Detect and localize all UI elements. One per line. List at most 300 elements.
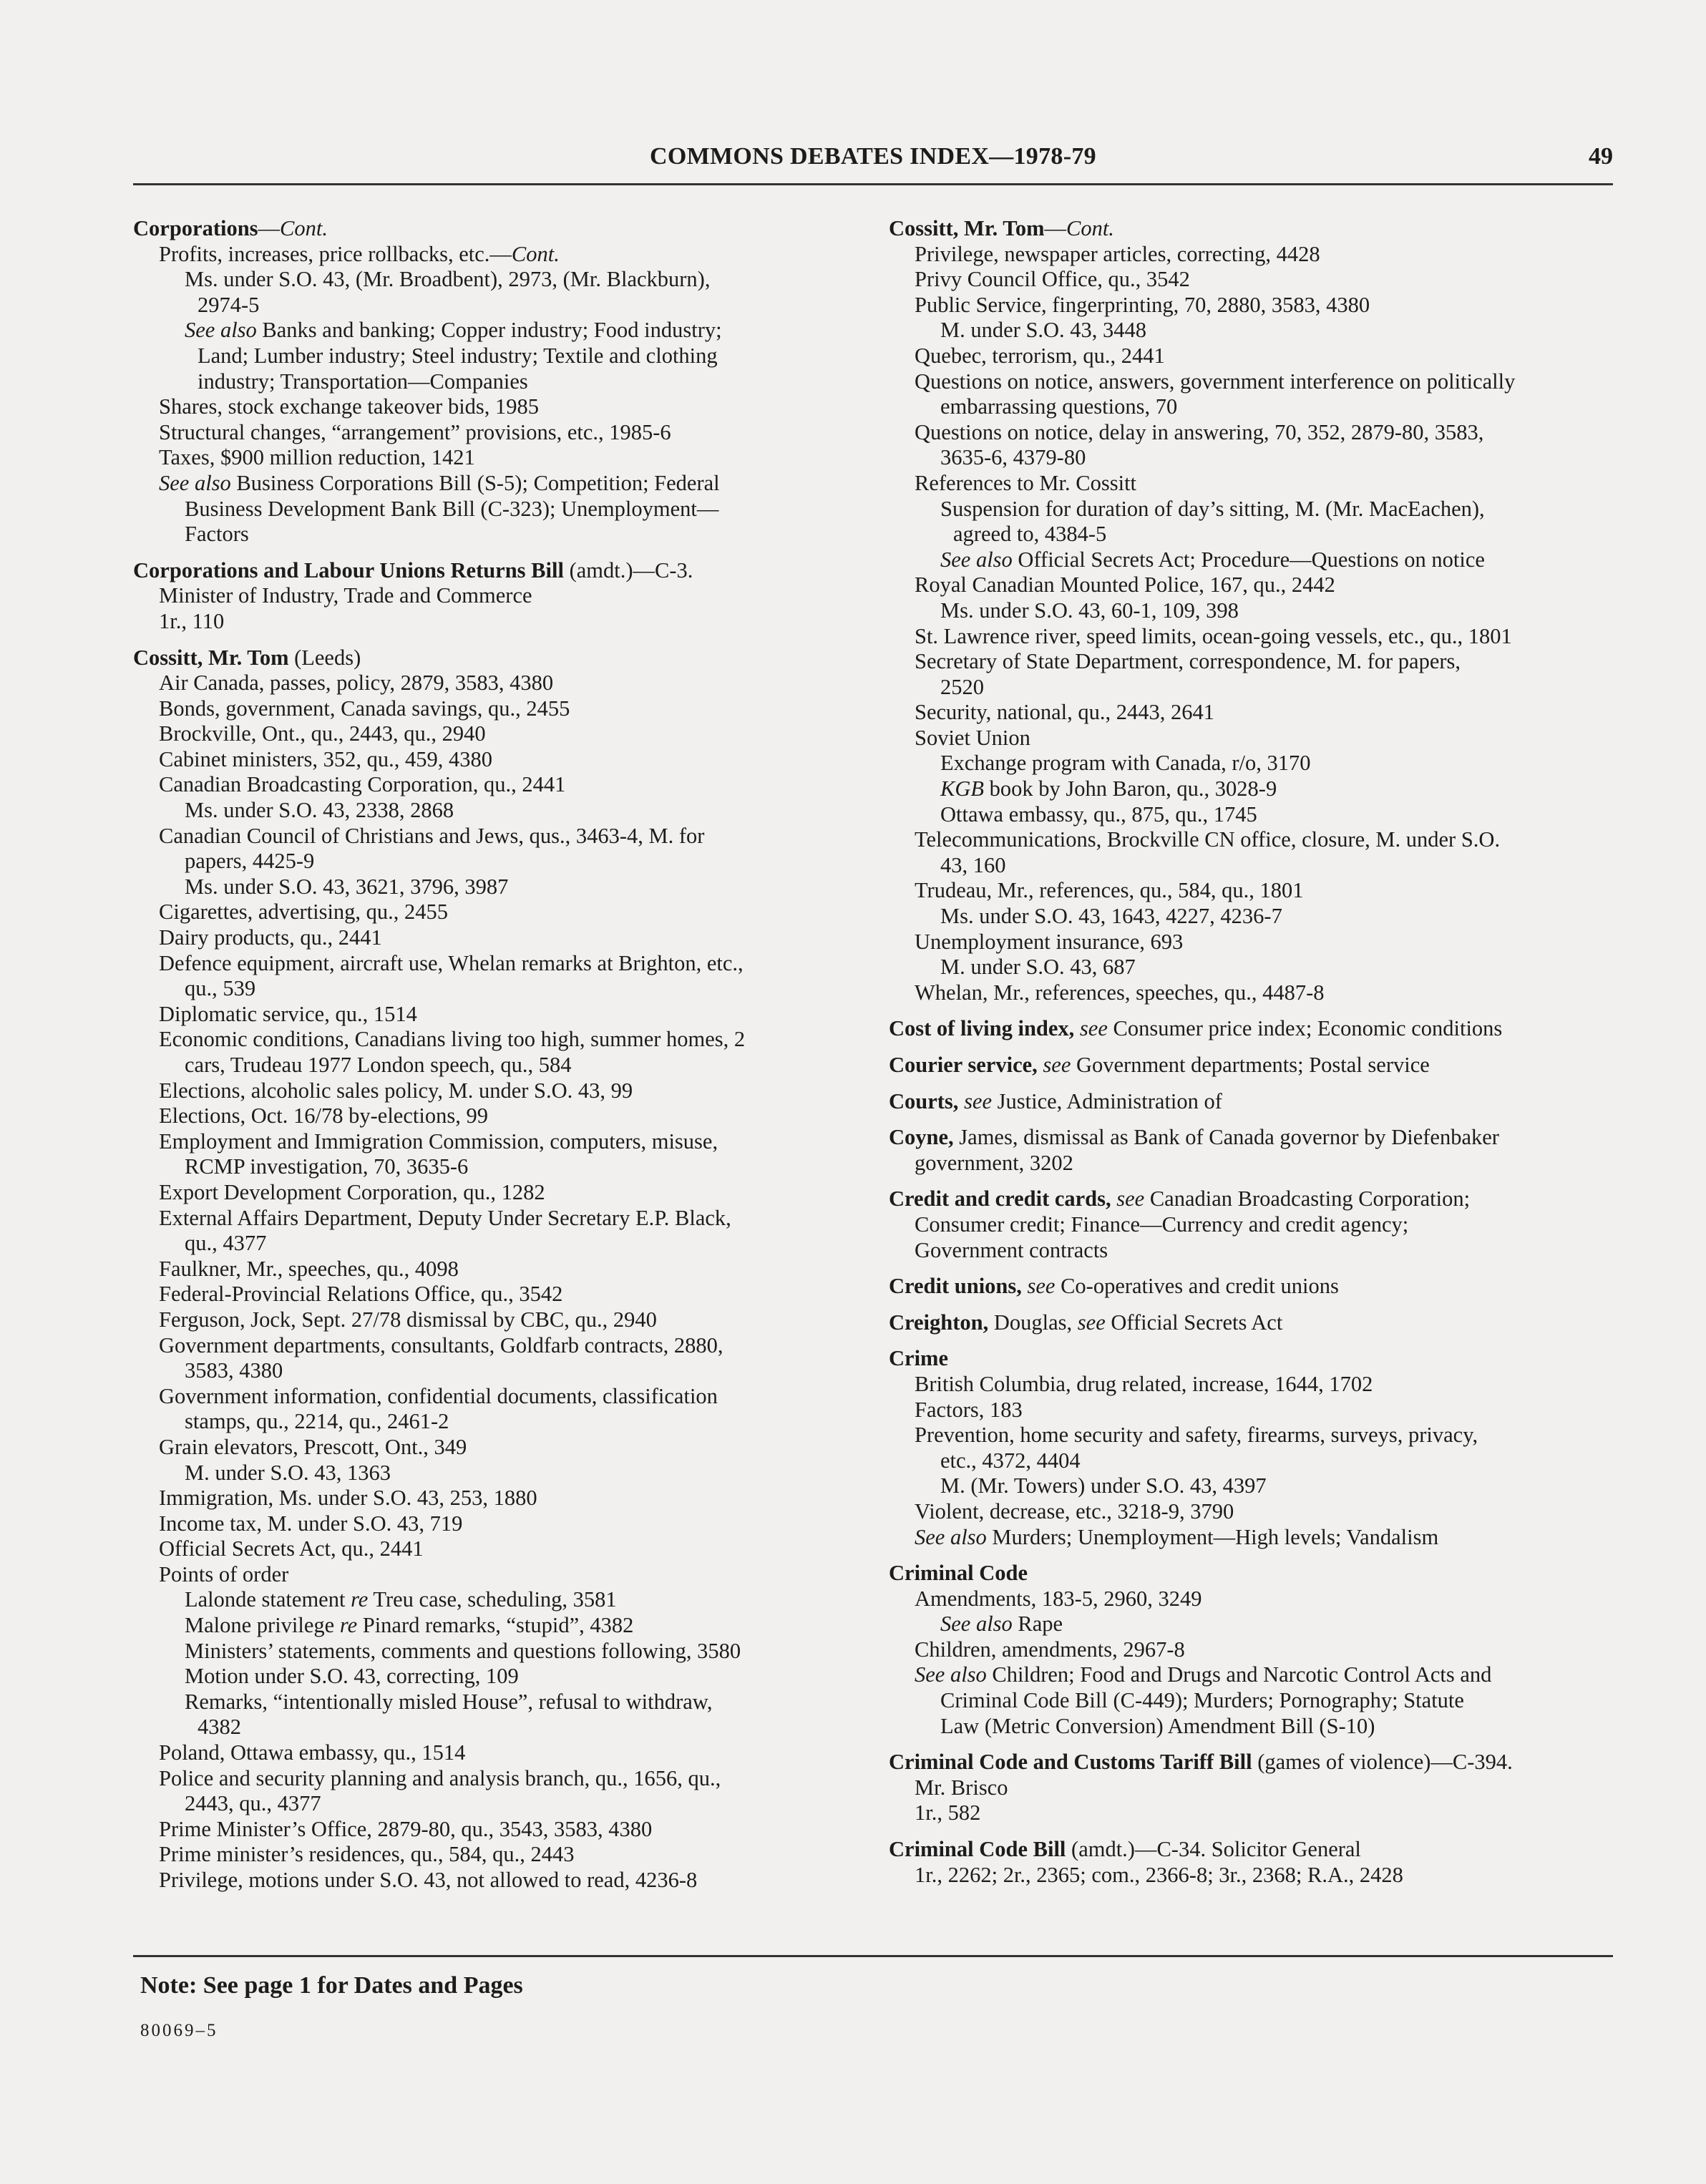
index-text: Privilege, motions under S.O. 43, not allowed to read, 4236-8 <box>159 1868 698 1892</box>
index-text: Ms. under S.O. 43, (Mr. Broadbent), 2973, (Mr. Blackburn), <box>185 267 711 292</box>
index-text: Violent, decrease, etc., 3218-9, 3790 <box>915 1498 1234 1524</box>
index-text: Cost of living index, <box>889 1016 1075 1041</box>
index-text: stamps, qu., 2214, qu., 2461-2 <box>185 1409 449 1434</box>
index-subentry <box>133 1282 849 1307</box>
index-subentry <box>889 827 1612 853</box>
index-text: Cossitt, Mr. Tom <box>133 645 289 670</box>
index-subentry <box>889 445 1612 471</box>
index-subentry <box>889 471 1612 497</box>
index-subentry <box>889 1423 1612 1448</box>
index-text: M. (Mr. Towers) under S.O. 43, 4397 <box>940 1473 1267 1498</box>
footer-note: Note: See page 1 for Dates and Pages <box>140 1972 523 1999</box>
index-text: Co-operatives and credit unions <box>1055 1274 1339 1299</box>
index-text: — <box>1044 216 1066 240</box>
index-subentry <box>133 1409 849 1435</box>
index-subentry <box>133 1103 849 1129</box>
index-subentry <box>889 1499 1612 1525</box>
index-text: M. under S.O. 43, 1363 <box>185 1460 391 1485</box>
index-subentry <box>889 318 1612 343</box>
entry-spacer <box>133 635 849 645</box>
index-text: Structural changes, “arrangement” provisions, etc., 1985-6 <box>159 419 671 444</box>
index-text: Business Development Bank Bill (C-323); Unemployment— <box>185 496 719 521</box>
index-text: Quebec, terrorism, qu., 2441 <box>915 343 1165 368</box>
index-subentry <box>133 772 849 798</box>
index-text: Official Secrets Act, qu., 2441 <box>159 1536 424 1561</box>
index-text: Security, national, qu., 2443, 2641 <box>915 700 1215 725</box>
index-text: Cossitt, Mr. Tom <box>889 216 1045 240</box>
footer-divider <box>133 1955 1613 1957</box>
index-subentry <box>889 1212 1612 1238</box>
index-text: see <box>964 1088 993 1113</box>
index-subentry <box>133 824 849 849</box>
index-heading <box>889 1310 1612 1336</box>
index-subentry <box>133 1307 849 1333</box>
index-subentry <box>133 1002 849 1028</box>
index-subentry <box>133 318 849 343</box>
index-text: St. Lawrence river, speed limits, ocean-going vessels, etc., qu., 1801 <box>915 623 1512 648</box>
index-subentry <box>889 1688 1612 1714</box>
index-text: M. under S.O. 43, 687 <box>940 955 1136 980</box>
index-text: Criminal Code Bill (C-449); Murders; Pornography; Statute <box>940 1688 1464 1713</box>
index-text: Justice, Administration of <box>992 1088 1222 1113</box>
index-subentry <box>889 853 1612 879</box>
index-subentry <box>889 700 1612 726</box>
index-text: Courts, <box>889 1088 959 1113</box>
entry-spacer <box>889 1176 1612 1186</box>
index-heading <box>889 1053 1612 1078</box>
index-text: cars, Trudeau 1977 London speech, qu., 584 <box>185 1053 572 1077</box>
index-subentry <box>133 1384 849 1410</box>
index-text: embarrassing questions, 70 <box>940 394 1178 419</box>
index-subentry <box>133 267 849 293</box>
index-text: Ferguson, Jock, Sept. 27/78 dismissal by CBC, qu., 2940 <box>159 1307 657 1332</box>
index-text: Defence equipment, aircraft use, Whelan remarks at Brighton, etc., <box>159 950 744 975</box>
index-text: M. under S.O. 43, 3448 <box>940 318 1147 343</box>
index-heading <box>889 1346 1612 1372</box>
index-subentry <box>889 369 1612 395</box>
index-text: Douglas, <box>988 1310 1078 1335</box>
index-subentry <box>133 1613 849 1639</box>
index-text: James, dismissal as Bank of Canada governor by Diefenbaker <box>953 1125 1499 1150</box>
index-text: re <box>351 1587 369 1612</box>
index-subentry <box>133 671 849 696</box>
index-text: 3635-6, 4379-80 <box>940 445 1086 470</box>
index-heading <box>133 645 849 671</box>
index-subentry <box>889 293 1612 318</box>
index-text: agreed to, 4384-5 <box>953 522 1107 547</box>
index-subentry <box>889 751 1612 776</box>
index-subentry <box>889 955 1612 980</box>
index-text: Bonds, government, Canada savings, qu., 2455 <box>159 696 570 721</box>
index-text: Criminal Code Bill <box>889 1837 1066 1862</box>
index-text: Elections, Oct. 16/78 by-elections, 99 <box>159 1103 488 1128</box>
index-text: Factors <box>185 522 249 547</box>
index-text: Privy Council Office, qu., 3542 <box>915 267 1190 292</box>
index-text: Government information, confidential documents, classification <box>159 1383 718 1408</box>
index-text: Federal-Provincial Relations Office, qu., 3542 <box>159 1282 563 1307</box>
index-text: Canadian Council of Christians and Jews, qus., 3463-4, M. for <box>159 823 705 848</box>
index-text: qu., 4377 <box>185 1231 267 1256</box>
index-heading <box>889 1016 1612 1042</box>
index-text: Lalonde statement <box>185 1587 351 1612</box>
index-text: Official Secrets Act <box>1105 1310 1283 1335</box>
index-text: Cont. <box>1066 216 1114 240</box>
index-text: Diplomatic service, qu., 1514 <box>159 1001 417 1026</box>
index-text: (Leeds) <box>288 645 361 670</box>
index-subentry <box>889 420 1612 446</box>
index-subentry <box>133 1639 849 1664</box>
index-subentry <box>889 394 1612 420</box>
index-text: Corporations <box>133 216 258 240</box>
index-text: Telecommunications, Brockville CN office, closure, M. under S.O. <box>915 827 1501 852</box>
index-text: Cabinet ministers, 352, qu., 459, 4380 <box>159 746 492 771</box>
index-text: Government departments, consultants, Goldfarb contracts, 2880, <box>159 1332 723 1357</box>
index-subentry <box>133 583 849 609</box>
index-text: Minister of Industry, Trade and Commerce <box>159 583 532 608</box>
index-text: Land; Lumber industry; Steel industry; Textile and clothing <box>198 343 718 368</box>
index-subentry <box>889 1448 1612 1474</box>
index-subentry <box>889 675 1612 701</box>
index-text: see <box>1077 1310 1106 1335</box>
page-title: COMMONS DEBATES INDEX—1978-79 <box>650 143 1096 170</box>
index-text: Employment and Immigration Commission, computers, misuse, <box>159 1128 718 1154</box>
index-text: Police and security planning and analysis branch, qu., 1656, qu., <box>159 1765 721 1790</box>
index-heading <box>889 1837 1612 1863</box>
index-text: See also <box>159 470 231 495</box>
index-subentry <box>133 343 849 369</box>
index-subentry <box>133 1333 849 1359</box>
index-subentry <box>889 343 1612 369</box>
index-subentry <box>133 798 849 824</box>
index-text: Pinard remarks, “stupid”, 4382 <box>357 1613 634 1638</box>
index-subentry <box>889 522 1612 547</box>
index-subentry <box>133 1562 849 1588</box>
index-subentry <box>133 1154 849 1180</box>
index-subentry <box>889 547 1612 573</box>
index-text: Grain elevators, Prescott, Ont., 349 <box>159 1434 467 1459</box>
index-text: see <box>1079 1016 1108 1041</box>
index-subentry <box>889 1372 1612 1398</box>
index-text: Income tax, M. under S.O. 43, 719 <box>159 1511 463 1536</box>
index-text: (amdt.)—C-34. Solicitor General <box>1066 1837 1361 1862</box>
entry-spacer <box>133 547 849 558</box>
print-code: 80069–5 <box>140 2021 218 2040</box>
index-text <box>1022 1274 1028 1298</box>
index-subentry <box>133 445 849 471</box>
index-text: see <box>1027 1274 1056 1299</box>
index-text: Malone privilege <box>185 1613 340 1638</box>
entry-spacer <box>889 1739 1612 1750</box>
index-subentry <box>133 1766 849 1792</box>
index-text: Corporations and Labour Unions Returns Bill <box>133 557 564 582</box>
index-subentry <box>889 904 1612 930</box>
index-text: Ottawa embassy, qu., 875, qu., 1745 <box>940 801 1257 827</box>
entry-spacer <box>889 1826 1612 1837</box>
entry-spacer <box>889 1335 1612 1346</box>
index-text: Treu case, scheduling, 3581 <box>368 1587 617 1612</box>
index-text: Questions on notice, answers, government interference on politically <box>915 369 1516 394</box>
index-text: qu., 539 <box>185 976 256 1001</box>
index-subentry <box>133 522 849 547</box>
index-text: — <box>258 216 281 240</box>
index-text: Motion under S.O. 43, correcting, 109 <box>185 1664 519 1689</box>
index-subentry <box>889 980 1612 1006</box>
index-text: Prevention, home security and safety, firearms, surveys, privacy, <box>915 1423 1478 1448</box>
index-text: Immigration, Ms. under S.O. 43, 253, 1880 <box>159 1486 537 1511</box>
index-text <box>958 1089 964 1113</box>
index-text: Consumer credit; Finance—Currency and credit agency; <box>915 1212 1409 1237</box>
index-subentry <box>133 1511 849 1537</box>
index-text: see <box>1043 1053 1071 1077</box>
index-subentry <box>133 1842 849 1868</box>
entry-spacer <box>889 1300 1612 1310</box>
index-text: Criminal Code <box>889 1561 1028 1586</box>
index-text: Ms. under S.O. 43, 1643, 4227, 4236-7 <box>940 904 1282 929</box>
index-subentry <box>889 1238 1612 1264</box>
index-subentry <box>889 1714 1612 1740</box>
index-text: Government departments; Postal service <box>1071 1053 1430 1077</box>
index-subentry <box>889 1151 1612 1176</box>
index-text: See also <box>940 1612 1013 1637</box>
index-subentry <box>133 747 849 773</box>
index-text: Economic conditions, Canadians living too high, summer homes, 2 <box>159 1027 746 1052</box>
index-text: (games of violence)—C-394. <box>1252 1750 1513 1775</box>
index-text: 1r., 110 <box>159 608 225 633</box>
index-subentry <box>889 1398 1612 1423</box>
index-subentry <box>889 1637 1612 1663</box>
index-text: Royal Canadian Mounted Police, 167, qu., 2442 <box>915 572 1335 598</box>
index-text: Cigarettes, advertising, qu., 2455 <box>159 900 449 925</box>
index-text: industry; Transportation—Companies <box>198 369 528 394</box>
index-subentry <box>889 242 1612 268</box>
index-text: papers, 4425-9 <box>185 849 315 874</box>
index-text: Ms. under S.O. 43, 3621, 3796, 3987 <box>185 874 509 899</box>
index-subentry <box>889 267 1612 293</box>
entry-spacer <box>889 1263 1612 1274</box>
index-text: See also <box>915 1662 987 1687</box>
index-text: See also <box>185 318 257 343</box>
index-text: Credit unions, <box>889 1274 1022 1299</box>
index-text: Faulkner, Mr., speeches, qu., 4098 <box>159 1256 459 1281</box>
index-subentry <box>889 930 1612 955</box>
index-subentry <box>133 471 849 497</box>
index-text: Banks and banking; Copper industry; Food industry; <box>256 318 722 343</box>
index-subentry <box>133 1715 849 1740</box>
index-heading <box>133 558 849 584</box>
index-heading <box>133 216 849 242</box>
index-text: Rape <box>1012 1612 1063 1637</box>
index-text: 1r., 582 <box>915 1800 981 1825</box>
index-subentry <box>133 497 849 522</box>
index-text: Crime <box>889 1346 948 1371</box>
index-text: See also <box>940 547 1013 572</box>
index-subentry <box>133 609 849 635</box>
index-subentry <box>133 1817 849 1843</box>
index-text: Government contracts <box>915 1237 1108 1262</box>
index-subentry <box>889 878 1612 904</box>
index-text: Secretary of State Department, correspondence, M. for papers, <box>915 649 1461 674</box>
index-text: Air Canada, passes, policy, 2879, 3583, 4380 <box>159 671 554 696</box>
index-text: Whelan, Mr., references, speeches, qu., 4487-8 <box>915 980 1325 1005</box>
index-heading <box>889 1561 1612 1586</box>
page-number: 49 <box>1589 143 1613 170</box>
index-subentry <box>889 572 1612 598</box>
index-text: re <box>339 1613 358 1638</box>
index-subentry <box>133 1027 849 1053</box>
index-subentry <box>133 420 849 446</box>
index-subentry <box>133 1536 849 1562</box>
index-text: Poland, Ottawa embassy, qu., 1514 <box>159 1740 466 1765</box>
index-heading <box>889 1089 1612 1115</box>
index-subentry <box>889 1662 1612 1688</box>
index-text: RCMP investigation, 70, 3635-6 <box>185 1154 469 1179</box>
entry-spacer <box>889 1042 1612 1053</box>
index-subentry <box>133 1078 849 1104</box>
index-text: Taxes, $900 million reduction, 1421 <box>159 445 475 470</box>
index-text: Suspension for duration of day’s sitting, M. (Mr. MacEachen), <box>940 496 1485 521</box>
entry-spacer <box>889 1114 1612 1125</box>
index-subentry <box>133 925 849 951</box>
index-text: Criminal Code and Customs Tariff Bill <box>889 1750 1252 1775</box>
index-subentry <box>133 1486 849 1511</box>
index-text: Ms. under S.O. 43, 60-1, 109, 398 <box>940 598 1239 623</box>
index-text: See also <box>915 1524 987 1549</box>
index-subentry <box>889 1863 1612 1888</box>
index-subentry <box>133 1664 849 1690</box>
index-text: Consumer price index; Economic conditions <box>1107 1016 1503 1041</box>
index-text: Soviet Union <box>915 725 1030 750</box>
index-text: Murders; Unemployment—High levels; Vandalism <box>986 1524 1439 1549</box>
index-subentry <box>133 1791 849 1817</box>
index-text: 2443, qu., 4377 <box>185 1791 321 1816</box>
index-subentry <box>133 1435 849 1461</box>
index-text: Children, amendments, 2967-8 <box>915 1637 1185 1662</box>
index-text: Amendments, 183-5, 2960, 3249 <box>915 1586 1202 1611</box>
index-subentry <box>889 1525 1612 1551</box>
index-subentry <box>133 1587 849 1613</box>
index-text: Canadian Broadcasting Corporation; <box>1144 1186 1471 1212</box>
index-text: External Affairs Department, Deputy Under Secretary E.P. Black, <box>159 1205 731 1230</box>
index-text: Shares, stock exchange takeover bids, 1985 <box>159 394 540 419</box>
index-subentry <box>889 1612 1612 1637</box>
index-subentry <box>133 242 849 268</box>
index-subentry <box>133 721 849 747</box>
entry-spacer <box>889 1005 1612 1016</box>
index-subentry <box>889 1586 1612 1612</box>
index-text: Factors, 183 <box>915 1397 1023 1422</box>
index-subentry <box>889 649 1612 675</box>
index-text: Elections, alcoholic sales policy, M. under S.O. 43, 99 <box>159 1078 633 1103</box>
index-text: (amdt.)—C-3. <box>563 557 693 582</box>
index-text: References to Mr. Cossitt <box>915 470 1137 495</box>
index-subentry <box>133 293 849 318</box>
index-subentry <box>133 1053 849 1078</box>
index-subentry <box>133 1868 849 1893</box>
index-text: British Columbia, drug related, increase, 1644, 1702 <box>915 1371 1373 1396</box>
index-heading <box>889 1750 1612 1775</box>
index-text: Remarks, “intentionally misled House”, refusal to withdraw, <box>185 1689 713 1714</box>
index-subentry <box>133 1358 849 1384</box>
index-subentry <box>889 776 1612 802</box>
index-subentry <box>889 624 1612 650</box>
index-text: Cont. <box>511 241 560 266</box>
index-text: Unemployment insurance, 693 <box>915 929 1184 954</box>
index-subentry <box>133 1690 849 1715</box>
index-subentry <box>133 874 849 900</box>
index-text: Children; Food and Drugs and Narcotic Control Acts and <box>986 1662 1492 1687</box>
index-subentry <box>133 951 849 977</box>
index-text: Prime Minister’s Office, 2879-80, qu., 3543, 3583, 4380 <box>159 1816 653 1841</box>
index-subentry <box>133 849 849 874</box>
index-subentry <box>133 1740 849 1766</box>
index-subentry <box>133 976 849 1002</box>
page-header <box>133 143 1613 185</box>
index-text: Trudeau, Mr., references, qu., 584, qu., 1801 <box>915 878 1304 903</box>
index-text: 3583, 4380 <box>185 1358 283 1383</box>
index-column-right <box>889 216 1612 1888</box>
index-subentry <box>133 1257 849 1282</box>
index-text: Official Secrets Act; Procedure—Questions on notice <box>1012 547 1485 572</box>
index-text: Ms. under S.O. 43, 2338, 2868 <box>185 798 454 823</box>
index-text: etc., 4372, 4404 <box>940 1448 1081 1473</box>
index-text: Public Service, fingerprinting, 70, 2880, 3583, 4380 <box>915 292 1370 317</box>
index-text: Courier service, <box>889 1053 1038 1077</box>
index-text: Credit and credit cards, <box>889 1186 1111 1212</box>
index-subentry <box>889 1775 1612 1801</box>
index-text: Dairy products, qu., 2441 <box>159 925 382 950</box>
index-subentry <box>889 598 1612 624</box>
index-text: Export Development Corporation, qu., 1282 <box>159 1179 545 1204</box>
index-subentry <box>133 1231 849 1257</box>
index-subentry <box>133 369 849 395</box>
index-subentry <box>889 726 1612 751</box>
index-subentry <box>133 1180 849 1206</box>
index-subentry <box>133 900 849 925</box>
index-subentry <box>133 1206 849 1232</box>
index-text: Questions on notice, delay in answering, 70, 352, 2879-80, 3583, <box>915 419 1484 444</box>
index-text: book by John Baron, qu., 3028-9 <box>984 776 1277 801</box>
index-text: 43, 160 <box>940 852 1006 877</box>
index-text: Exchange program with Canada, r/o, 3170 <box>940 751 1311 776</box>
index-heading <box>889 1186 1612 1212</box>
index-heading <box>889 216 1612 242</box>
index-subentry <box>889 497 1612 522</box>
index-text: see <box>1116 1186 1145 1212</box>
index-text: 1r., 2262; 2r., 2365; com., 2366-8; 3r., 2368; R.A., 2428 <box>915 1862 1403 1887</box>
index-text: Mr. Brisco <box>915 1775 1008 1800</box>
index-subentry <box>889 1800 1612 1826</box>
index-text: government, 3202 <box>915 1150 1073 1175</box>
index-text: Profits, increases, price rollbacks, etc.— <box>159 241 512 266</box>
index-text: Coyne, <box>889 1125 954 1150</box>
index-text: Prime minister’s residences, qu., 584, qu., 2443 <box>159 1842 575 1867</box>
index-text: Canadian Broadcasting Corporation, qu., 2441 <box>159 772 566 797</box>
index-text: Brockville, Ont., qu., 2443, qu., 2940 <box>159 721 486 746</box>
index-subentry <box>133 1461 849 1486</box>
index-subentry <box>889 1473 1612 1499</box>
index-heading <box>889 1274 1612 1300</box>
index-text: KGB <box>940 776 984 801</box>
index-text <box>1074 1016 1080 1040</box>
index-column-left <box>133 216 849 1893</box>
index-text: 2974-5 <box>198 292 260 317</box>
index-subentry <box>133 1129 849 1155</box>
index-subentry <box>889 802 1612 828</box>
index-text: Ministers’ statements, comments and questions following, 3580 <box>185 1638 741 1663</box>
entry-spacer <box>889 1550 1612 1561</box>
index-subentry <box>133 394 849 420</box>
index-text: 2520 <box>940 674 984 699</box>
